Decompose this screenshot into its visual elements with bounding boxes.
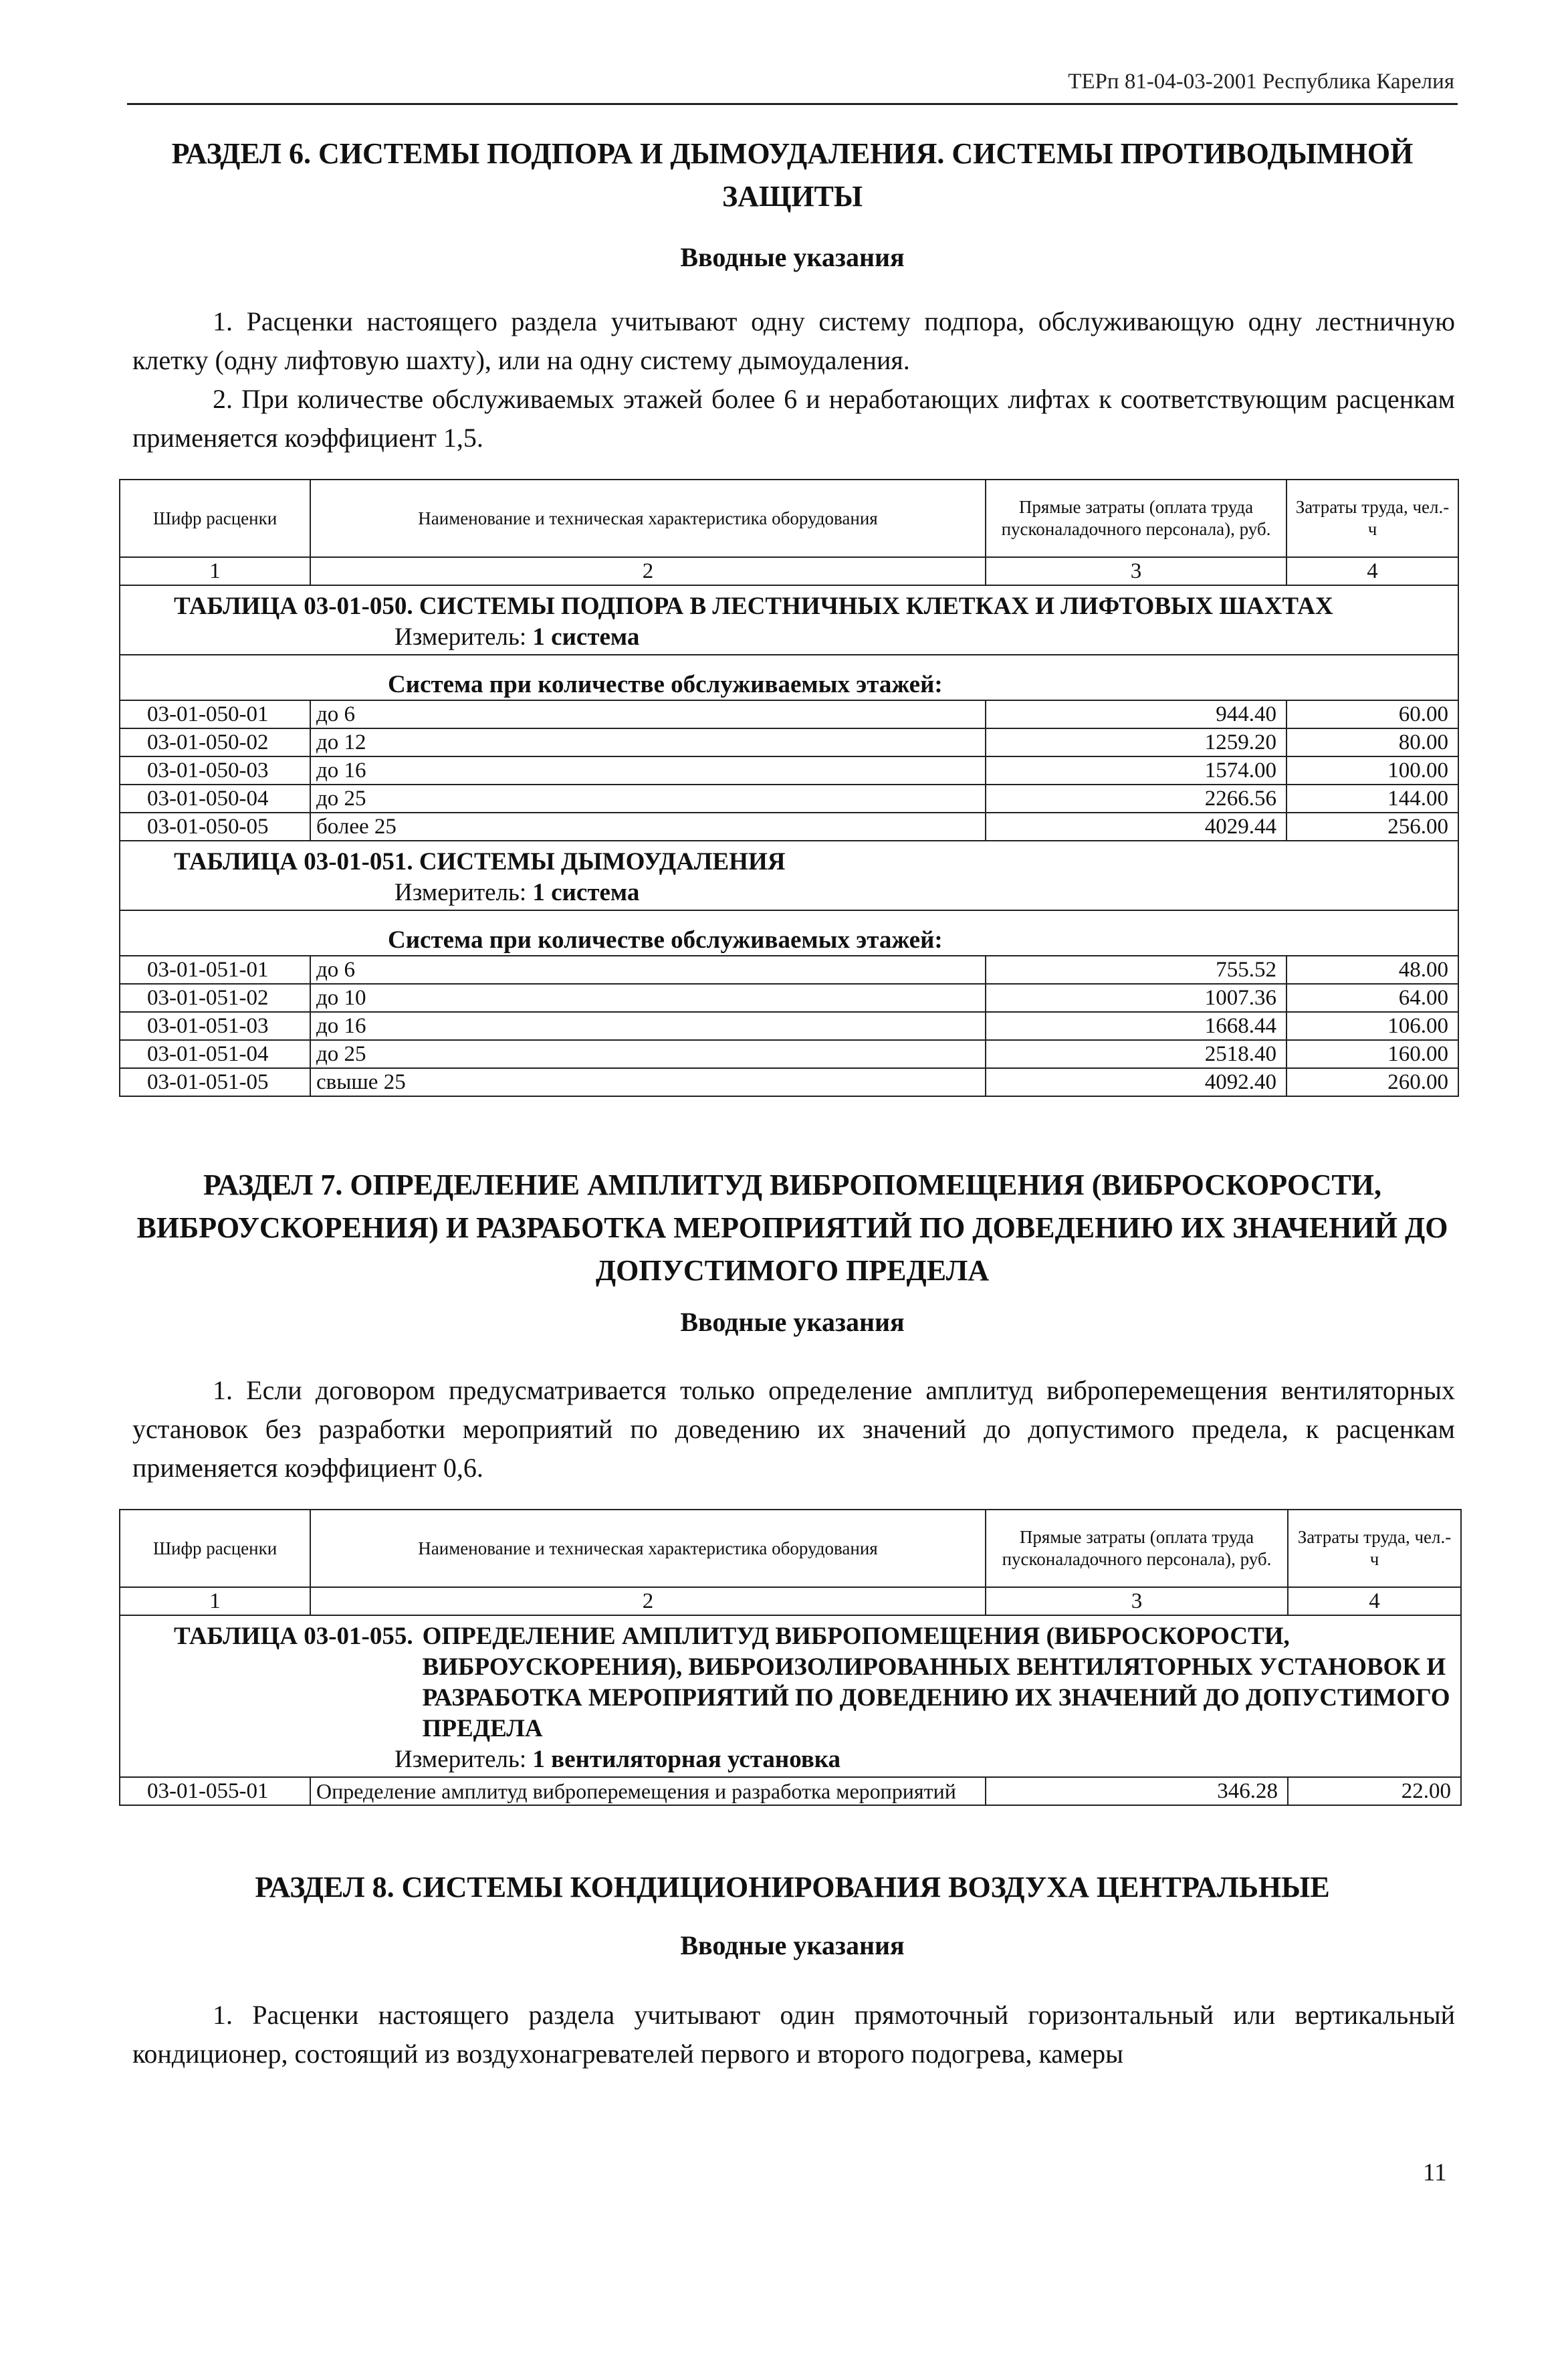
table-row: 03-01-051-03 до 16 1668.44 106.00 [120,1012,1458,1040]
col-header-direct-costs: Прямые затраты (оплата труда пусконаладочного персонала), руб. [986,480,1286,557]
col-header-code: Шифр расценки [120,1510,310,1587]
section-6-intro-heading: Вводные указания [680,242,905,272]
table-051-group-label: Система при количестве обслуживаемых этажей: [120,910,1458,956]
rates-table-section-6 [119,479,1459,1097]
table-050-title: ТАБЛИЦА 03-01-050. СИСТЕМЫ ПОДПОРА В ЛЕСТНИЧНЫХ КЛЕТКАХ И ЛИФТОВЫХ ШАХТАХ [174,593,1333,620]
col-header-labor: Затраты труда, чел.-ч [1286,480,1458,557]
col-number-1: 1 [120,1587,310,1615]
page-number: 11 [1423,2159,1447,2186]
section-6-paragraph-1: 1. Расценки настоящего раздела учитывают одну систему подпора, обслуживающую одну лестничную клетку (одну лифтовую шахту), или на одну систему дымоудаления. [132,306,1455,375]
col-header-labor: Затраты труда, чел.-ч [1288,1510,1461,1587]
table-row: 03-01-051-01 до 6 755.52 48.00 [120,956,1458,984]
rates-table-section-7 [119,1509,1462,1806]
col-number-2: 2 [310,557,986,585]
table-051-meter: Измеритель: 1 система [395,879,640,906]
table-row: 03-01-050-01 до 6 944.40 60.00 [120,700,1458,728]
running-header: ТЕРп 81-04-03-2001 Республика Карелия [1068,70,1454,94]
table-row: 03-01-050-03 до 16 1574.00 100.00 [120,756,1458,785]
col-header-code: Шифр расценки [120,480,310,557]
section-7-title: РАЗДЕЛ 7. ОПРЕДЕЛЕНИЕ АМПЛИТУД ВИБРОПОМЕЩЕНИЯ (ВИБРОСКОРОСТИ, ВИБРОУСКОРЕНИЯ) И РАЗРАБОТКА МЕРОПРИЯТИЙ ПО ДОВЕДЕНИЮ ИХ ЗНАЧЕНИЙ ДО ДОПУСТИМОГО ПРЕДЕЛА [136,1168,1448,1287]
table-row: 03-01-050-04 до 25 2266.56 144.00 [120,785,1458,813]
col-header-direct-costs: Прямые затраты (оплата труда пусконаладочного персонала), руб. [986,1510,1288,1587]
col-number-4: 4 [1288,1587,1461,1615]
table-055-header [120,1615,1461,1777]
section-8-paragraph-1: 1. Расценки настоящего раздела учитывают один прямоточный горизонтальный или вертикальный кондиционер, состоящий из воздухонагревателей первого и второго подогрева, камеры [132,2000,1455,2069]
table-row: 03-01-051-02 до 10 1007.36 64.00 [120,984,1458,1012]
table-050-meter: Измеритель: 1 система [395,623,640,651]
table-row: 03-01-055-01 Определение амплитуд виброперемещения и разработка мероприятий 346.28 22.00 [120,1777,1461,1805]
section-7-intro-heading: Вводные указания [680,1307,905,1337]
section-8-title: РАЗДЕЛ 8. СИСТЕМЫ КОНДИЦИОНИРОВАНИЯ ВОЗДУХА ЦЕНТРАЛЬНЫЕ [255,1871,1330,1904]
section-6-title: РАЗДЕЛ 6. СИСТЕМЫ ПОДПОРА И ДЫМОУДАЛЕНИЯ. СИСТЕМЫ ПРОТИВОДЫМНОЙ ЗАЩИТЫ [171,137,1414,213]
table-055-meter: Измеритель: 1 вентиляторная установка [395,1746,841,1773]
section-7-paragraph-1: 1. Если договором предусматривается только определение амплитуд виброперемещения вентиляторных установок без разработки мероприятий по доведению их значений до допустимого предела, к расценкам применяется коэффициент 0,6. [132,1375,1455,1483]
col-number-1: 1 [120,557,310,585]
col-header-name: Наименование и техническая характеристика оборудования [310,1510,986,1587]
section-6-paragraph-2: 2. При количестве обслуживаемых этажей более 6 и неработающих лифтах к соответствующим расценкам применяется коэффициент 1,5. [132,384,1455,453]
table-row: 03-01-051-04 до 25 2518.40 160.00 [120,1040,1458,1068]
col-number-3: 3 [986,557,1286,585]
col-number-4: 4 [1286,557,1458,585]
table-055-title: ТАБЛИЦА 03-01-055. ОПРЕДЕЛЕНИЕ АМПЛИТУД ВИБРОПОМЕЩЕНИЯ (ВИБРОСКОРОСТИ, ВИБРОУСКОРЕНИЯ), ВИБРОИЗОЛИРОВАННЫХ ВЕНТИЛЯТОРНЫХ УСТАНОВОК И РАЗРАБОТКА МЕРОПРИЯТИЙ ПО ДОВЕДЕНИЮ ИХ ЗНАЧЕНИЙ ДО ДОПУСТИМОГО ПРЕДЕЛА [174,1623,1450,1742]
table-051-header [120,841,1458,910]
table-051-title: ТАБЛИЦА 03-01-051. СИСТЕМЫ ДЫМОУДАЛЕНИЯ [174,848,786,876]
header-rule [127,103,1458,105]
table-050-group-label: Система при количестве обслуживаемых этажей: [120,655,1458,700]
table-050-header [120,585,1458,655]
table-row: 03-01-050-05 более 25 4029.44 256.00 [120,813,1458,841]
col-number-2: 2 [310,1587,986,1615]
table-row: 03-01-051-05 свыше 25 4092.40 260.00 [120,1068,1458,1096]
table-row: 03-01-050-02 до 12 1259.20 80.00 [120,728,1458,756]
col-header-name: Наименование и техническая характеристика оборудования [310,480,986,557]
section-8-intro-heading: Вводные указания [680,1930,905,1960]
col-number-3: 3 [986,1587,1288,1615]
